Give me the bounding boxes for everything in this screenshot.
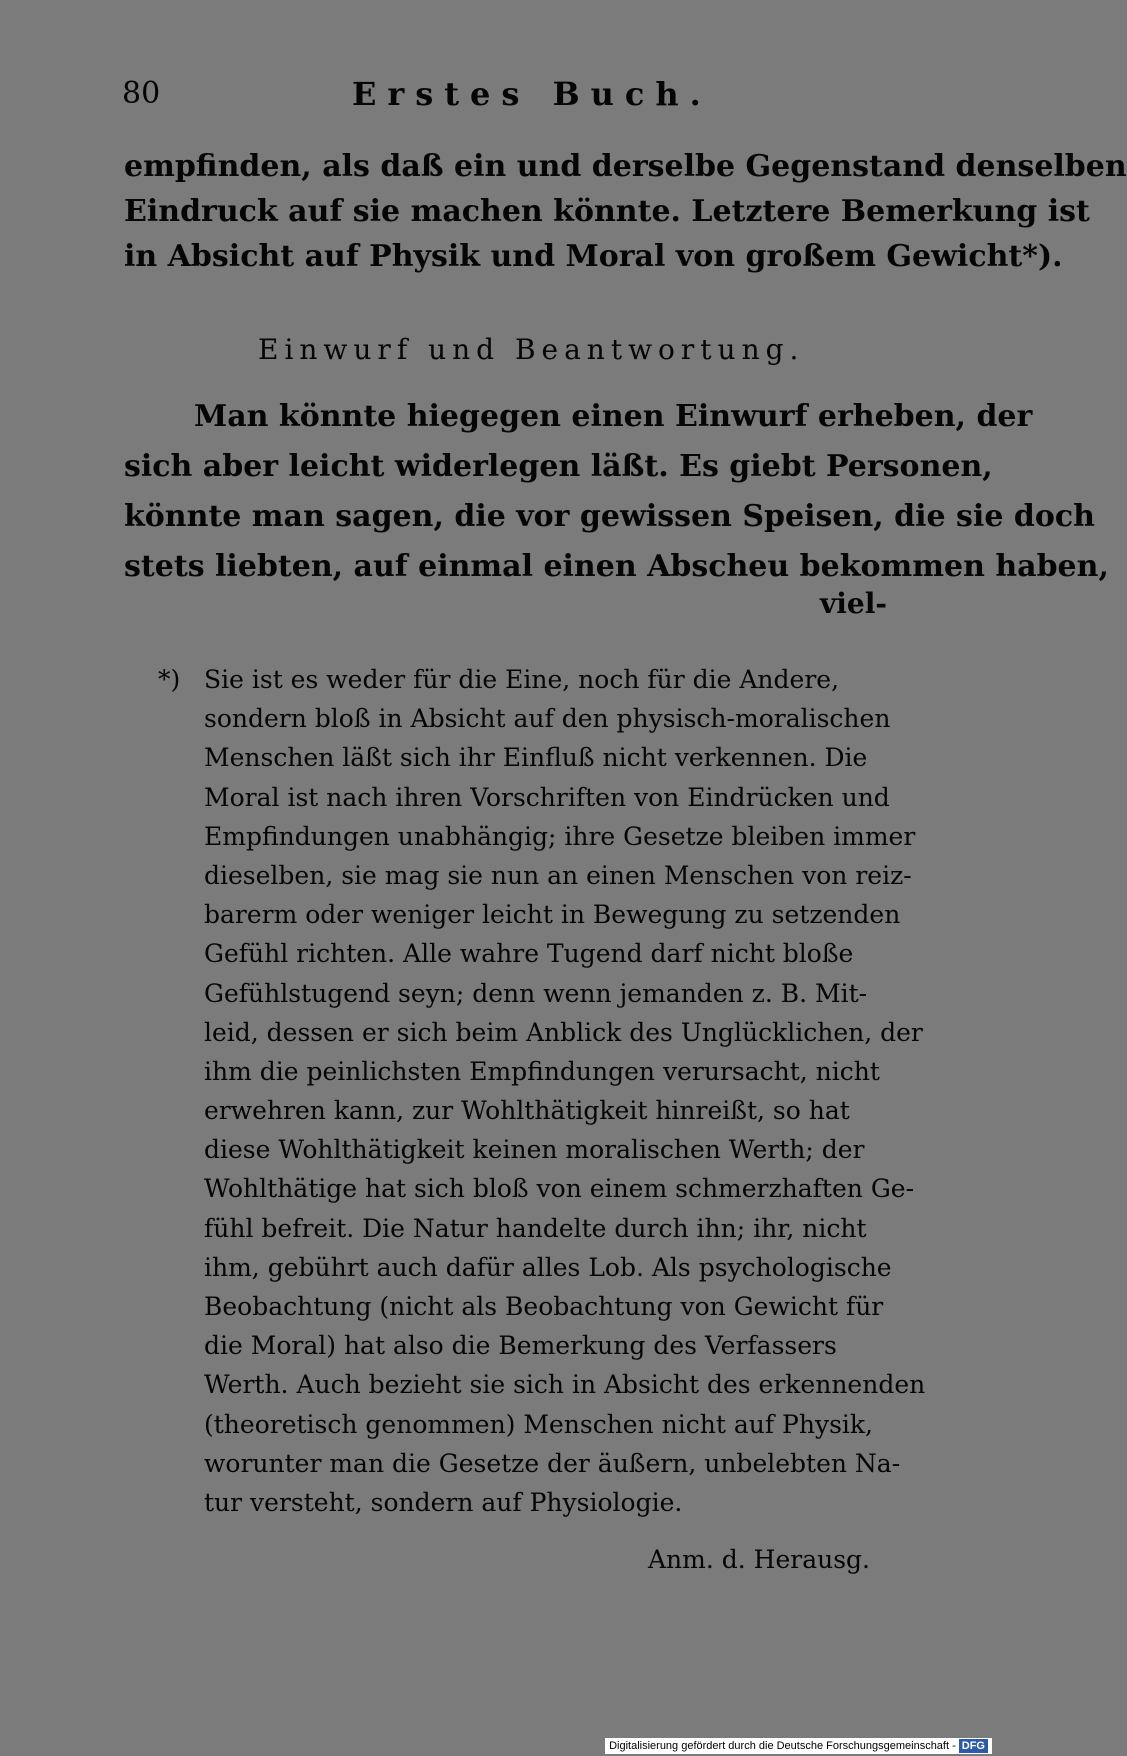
footnote xyxy=(158,660,926,1522)
footnote-line: Sie ist es weder für die Eine, noch für die Andere, xyxy=(204,665,840,694)
footnote-line: tur versteht, sondern auf Physiologie. xyxy=(204,1487,683,1517)
footnote-line: Wohlthätige hat sich bloß von einem schmerzhaften Ge- xyxy=(204,1174,915,1204)
paragraph-2 xyxy=(124,392,1109,592)
footnote-line: worunter man die Gesetze der äußern, unbelebten Na- xyxy=(204,1448,901,1478)
footnote-line: Werth. Auch bezieht sie sich in Absicht des erkennenden xyxy=(204,1370,926,1400)
page-number: 80 xyxy=(122,76,161,111)
page-header xyxy=(122,74,882,124)
footnote-line: (theoretisch genommen) Menschen nicht auf Physik, xyxy=(204,1409,874,1439)
text-line: empfinden, als daß ein und derselbe Gegenstand denselben xyxy=(124,149,1127,184)
footnote-line: Moral ist nach ihren Vorschriften von Eindrücken und xyxy=(204,782,890,812)
text-line: Eindruck auf sie machen könnte. Letztere Bemerkung ist xyxy=(124,194,1090,229)
digitization-credit xyxy=(605,1738,992,1754)
footnote-line: die Moral) hat also die Bemerkung des Verfassers xyxy=(204,1331,837,1361)
text-line: stets liebten, auf einmal einen Abscheu bekommen haben, xyxy=(124,549,1109,584)
text-line: in Absicht auf Physik und Moral von großem Gewicht*). xyxy=(124,239,1063,274)
footnote-line: fühl befreit. Die Natur handelte durch ihn; ihr, nicht xyxy=(204,1213,867,1243)
footnote-line: dieselben, sie mag sie nun an einen Menschen von reiz- xyxy=(204,860,912,890)
footnote-marker: *) xyxy=(158,665,181,694)
text-line: Man könnte hiegegen einen Einwurf erheben, der xyxy=(194,399,1033,434)
footnote-line: Menschen läßt sich ihr Einfluß nicht verkennen. Die xyxy=(204,743,868,773)
footnote-line: Empfindungen unabhängig; ihre Gesetze bleiben immer xyxy=(204,821,916,851)
footnote-line: sondern bloß in Absicht auf den physisch-moralischen xyxy=(204,704,891,734)
footnote-line: Gefühl richten. Alle wahre Tugend darf nicht bloße xyxy=(204,939,854,969)
footnote-line: diese Wohlthätigkeit keinen moralischen Werth; der xyxy=(204,1135,865,1165)
credit-text: Digitalisierung gefördert durch die Deutsche Forschungsgemeinschaft - xyxy=(609,1740,956,1752)
editor-annotation: Anm. d. Herausg. xyxy=(648,1545,870,1574)
footnote-line: leid, dessen er sich beim Anblick des Unglücklichen, der xyxy=(204,1017,923,1047)
catchword: viel- xyxy=(820,587,887,620)
footnote-line: barerm oder weniger leicht in Bewegung zu setzenden xyxy=(204,900,901,930)
text-line: sich aber leicht widerlegen läßt. Es giebt Personen, xyxy=(124,449,993,484)
footnote-line: ihm, gebührt auch dafür alles Lob. Als psychologische xyxy=(204,1252,892,1282)
running-head: Erstes Buch. xyxy=(352,75,712,113)
paragraph-1 xyxy=(124,144,1127,279)
footnote-line: Beobachtung (nicht als Beobachtung von Gewicht für xyxy=(204,1292,884,1321)
section-heading: Einwurf und Beantwortung. xyxy=(258,333,805,366)
footnote-body xyxy=(160,660,926,1522)
footnote-line: erwehren kann, zur Wohlthätigkeit hinreißt, so hat xyxy=(204,1096,850,1126)
text-line: könnte man sagen, die vor gewissen Speisen, die sie doch xyxy=(124,499,1095,534)
footnote-line: Gefühlstugend seyn; denn wenn jemanden z. B. Mit- xyxy=(204,978,868,1008)
footnote-line: ihm die peinlichsten Empfindungen verursacht, nicht xyxy=(204,1056,880,1086)
dfg-logo: DFG xyxy=(959,1739,988,1753)
